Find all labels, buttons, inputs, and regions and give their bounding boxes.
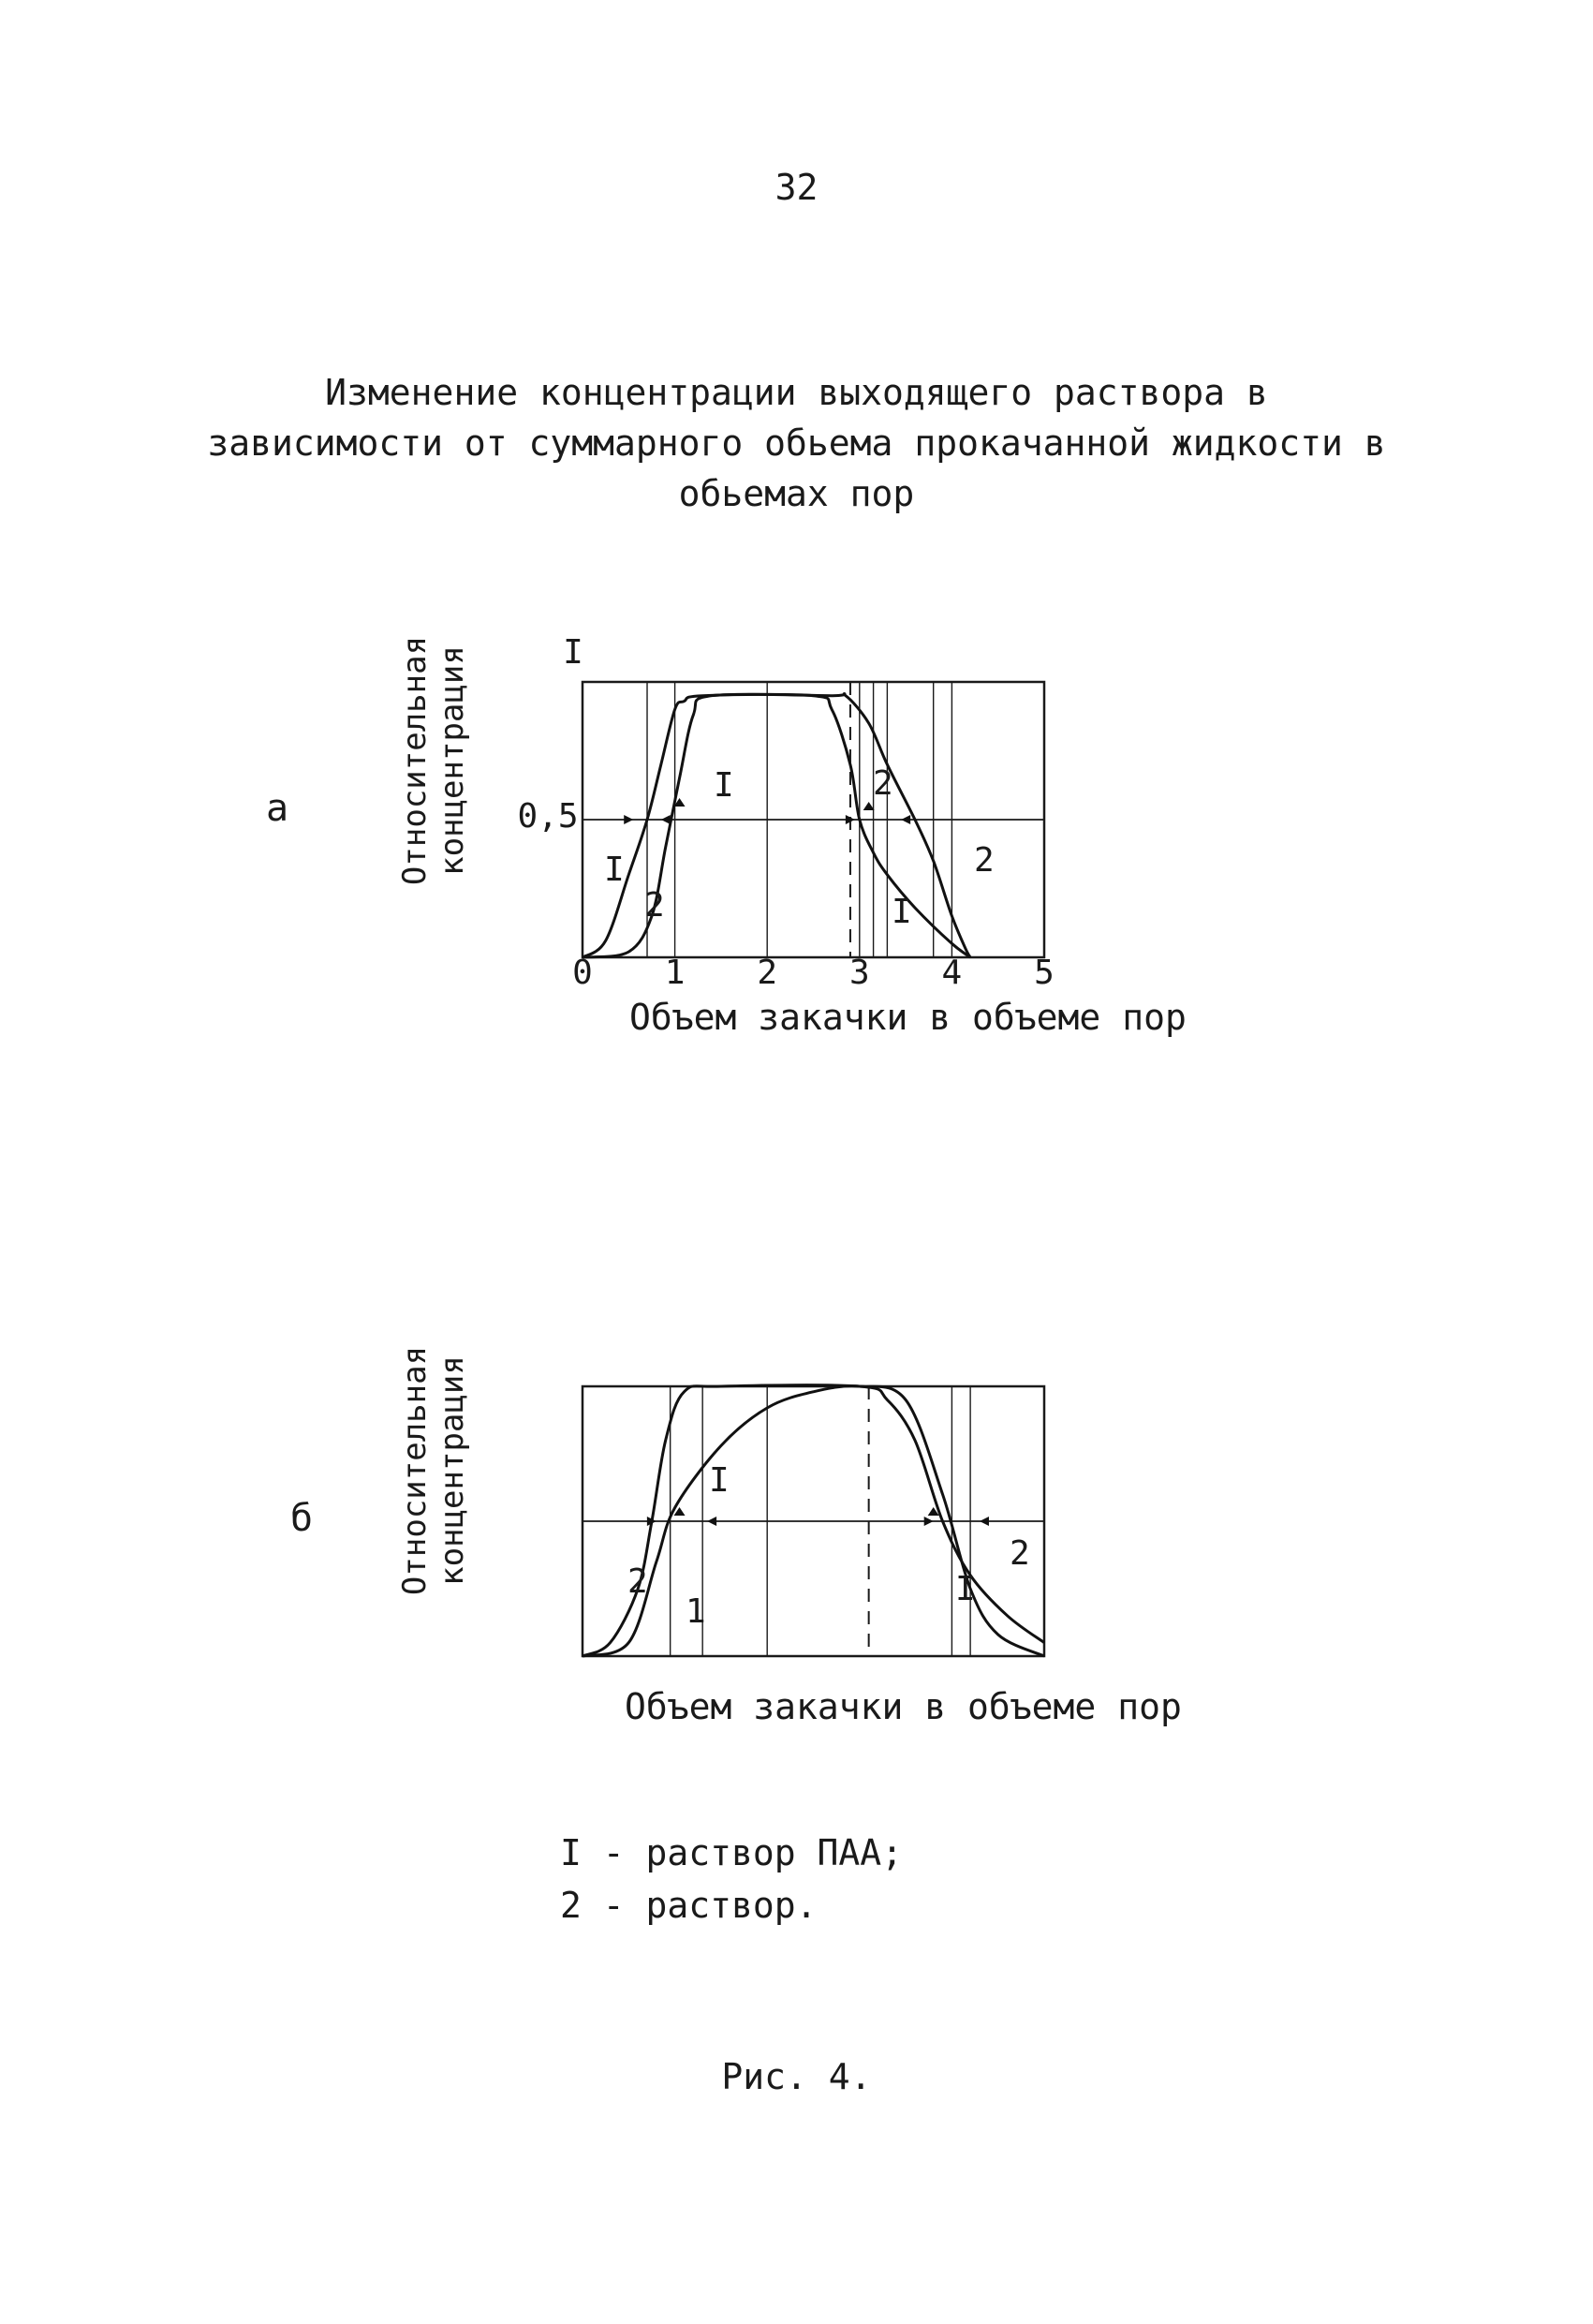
curve-label: I <box>714 766 734 805</box>
chart-b-xlabel: Объем закачки в объеме пор <box>625 1686 1182 1727</box>
legend-item-1: I - раствор ПАА; <box>560 1832 904 1873</box>
arrow-head <box>980 1517 989 1526</box>
chart-a <box>517 633 1054 992</box>
arrow-head <box>924 1517 934 1526</box>
arrow-head <box>661 815 671 824</box>
curve-label: I <box>892 893 912 931</box>
series-line-I <box>583 694 970 957</box>
legend-item-2: 2 - раствор. <box>560 1885 818 1926</box>
curve-label: I <box>604 851 625 889</box>
page-number: 32 <box>774 167 819 208</box>
x-tick-label: 2 <box>757 954 778 992</box>
x-tick-label: 0 <box>572 954 593 992</box>
arrow-head <box>707 1517 716 1526</box>
curve-label: I <box>955 1570 976 1608</box>
y-tick-label: I <box>563 633 583 672</box>
curve-label: I <box>709 1461 730 1500</box>
curve-label: 2 <box>974 841 995 880</box>
title-line: Изменение концентрации выходящего раствора в <box>325 372 1268 413</box>
x-tick-label: 4 <box>941 954 963 992</box>
chart-b <box>583 1385 1044 1656</box>
panel-b-label: б <box>290 1497 314 1540</box>
curve-label: 2 <box>644 886 665 925</box>
curve-label: 1 <box>686 1592 706 1631</box>
chart-a-xlabel: Объем закачки в объеме пор <box>629 997 1187 1038</box>
arrow-head <box>901 815 910 824</box>
marker-triangle <box>863 802 875 810</box>
series-line-2 <box>583 694 970 957</box>
chart-a-ylabel: Относительная концентрация <box>396 635 471 886</box>
title-line: обьемах пор <box>678 473 915 514</box>
x-tick-label: 5 <box>1034 954 1055 992</box>
arrow-head <box>624 815 633 824</box>
y-tick-label: 0,5 <box>517 797 579 836</box>
x-tick-label: 3 <box>848 954 870 992</box>
chart-b-ylabel: Относительная концентрация <box>396 1345 471 1596</box>
panel-a-label: а <box>266 787 289 830</box>
curve-label: 2 <box>873 764 893 803</box>
curve-label: 2 <box>1010 1534 1030 1573</box>
curve-label: 2 <box>627 1562 648 1601</box>
title-line: зависимости от суммарного обьема прокачанной жидкости в <box>207 422 1386 464</box>
x-tick-label: 1 <box>664 954 686 992</box>
figure-caption: Рис. 4. <box>721 2056 872 2097</box>
